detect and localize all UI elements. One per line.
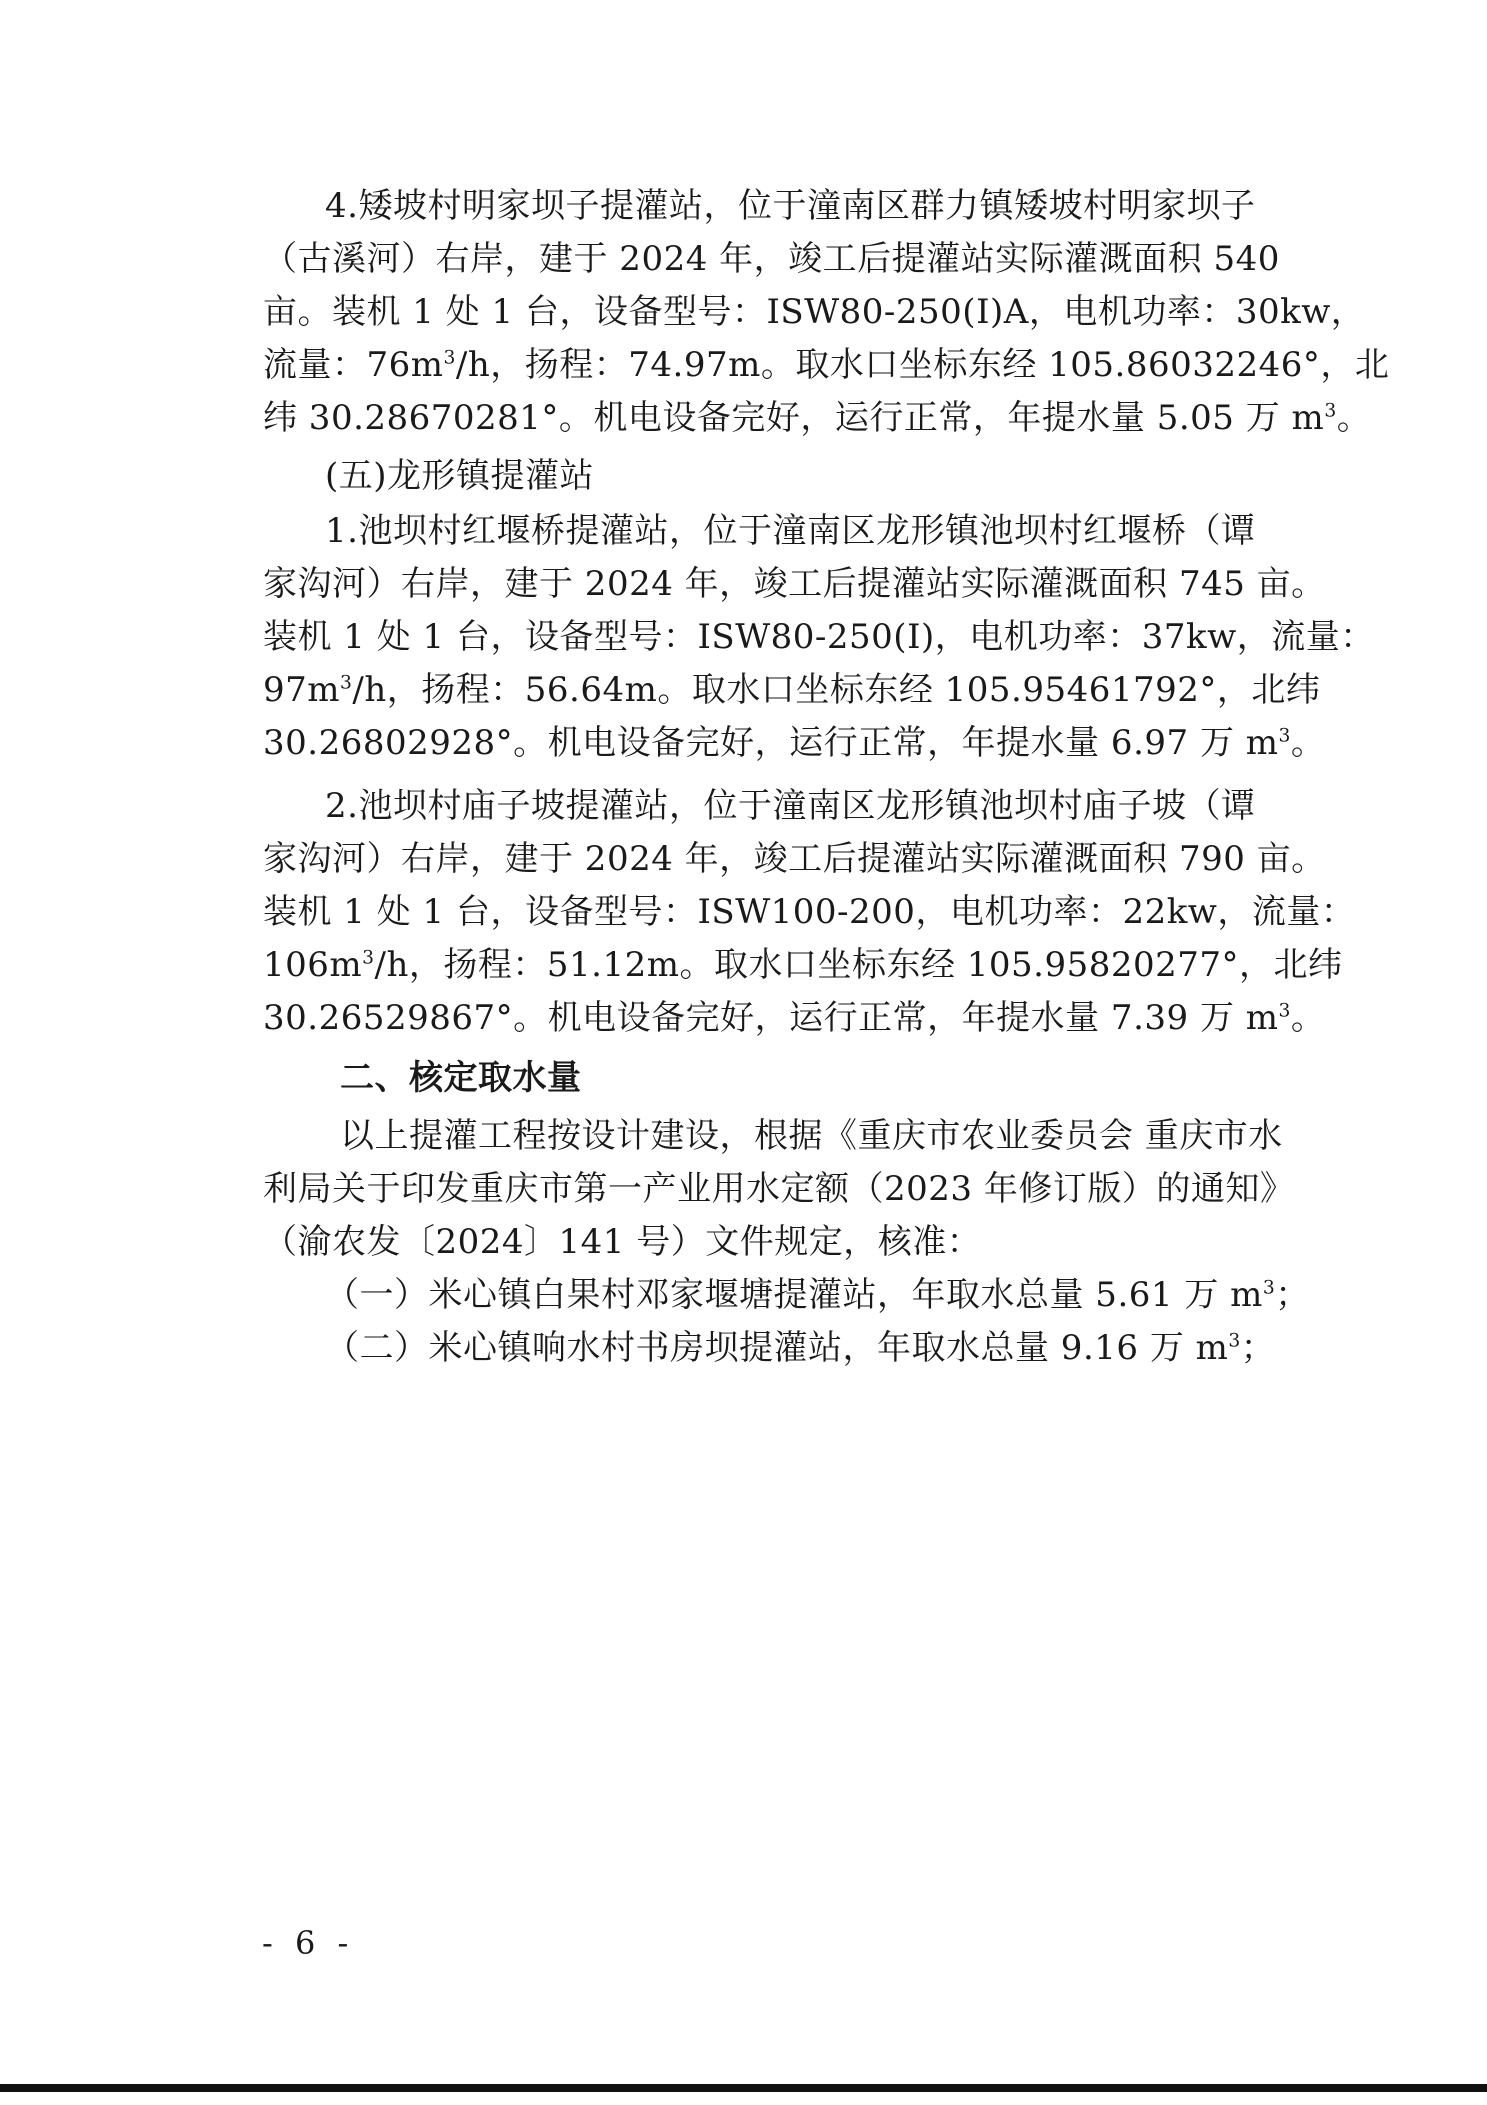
paragraph-line: （二）米心镇响水村书房坝提灌站，年取水总量 9.16 万 $m^3$； [325, 1328, 1276, 1368]
paragraph-line: （古溪河）右岸，建于 2024 年，竣工后提灌站实际灌溉面积 540 [263, 239, 1280, 279]
paragraph-line: 家沟河）右岸，建于 2024 年，竣工后提灌站实际灌溉面积 745 亩。 [263, 564, 1326, 604]
paragraph-line: 纬 30.28670281°。机电设备完好，运行正常，年提水量 5.05 万 $m^3$。 [263, 398, 1372, 438]
paragraph-line: 30.26529867°。机电设备完好，运行正常，年提水量 7.39 万 $m^3$。 [263, 998, 1326, 1038]
paragraph-line: 亩。装机 1 处 1 台，设备型号：ISW80-250(I)A，电机功率：30kw， [263, 292, 1366, 332]
page-number: - 6 - [262, 1924, 355, 1962]
section-heading-5: (五)龙形镇提灌站 [325, 456, 595, 496]
paragraph-line: 4.矮坡村明家坝子提灌站，位于潼南区群力镇矮坡村明家坝子 [325, 186, 1256, 226]
bottom-rule [0, 2084, 1487, 2092]
section-heading-2: 二、核定取水量 [340, 1058, 582, 1098]
paragraph-line: 以上提灌工程按设计建设，根据《重庆市农业委员会 重庆市水 [340, 1116, 1283, 1156]
paragraph-line: $106m^3/h$，扬程：51.12m。取水口坐标东经 105.95820277°，北纬 [263, 945, 1343, 985]
paragraph-line: 装机 1 处 1 台，设备型号：ISW100-200，电机功率：22kw，流量： [263, 892, 1356, 932]
paragraph-line: 2.池坝村庙子坡提灌站，位于潼南区龙形镇池坝村庙子坡（谭 [325, 786, 1256, 826]
paragraph-line: 利局关于印发重庆市第一产业用水定额（2023 年修订版）的通知》 [263, 1169, 1295, 1209]
paragraph-line: 流量：$76m^3/h$，扬程：74.97m。取水口坐标东经 105.86032246°，北 [263, 345, 1390, 385]
paragraph-line: 装机 1 处 1 台，设备型号：ISW80-250(I)，电机功率：37kw，流量： [263, 617, 1375, 657]
paragraph-line: （渝农发〔2024〕141 号）文件规定，核准： [263, 1222, 982, 1262]
paragraph-line: （一）米心镇白果村邓家堰塘提灌站，年取水总量 5.61 万 $m^3$； [325, 1275, 1310, 1315]
paragraph-line: 家沟河）右岸，建于 2024 年，竣工后提灌站实际灌溉面积 790 亩。 [263, 839, 1326, 879]
paragraph-line: 1.池坝村红堰桥提灌站，位于潼南区龙形镇池坝村红堰桥（谭 [325, 511, 1256, 551]
paragraph-line: $97m^3/h$，扬程：56.64m。取水口坐标东经 105.95461792°，北纬 [263, 670, 1321, 710]
paragraph-line: 30.26802928°。机电设备完好，运行正常，年提水量 6.97 万 $m^3$。 [263, 723, 1326, 763]
